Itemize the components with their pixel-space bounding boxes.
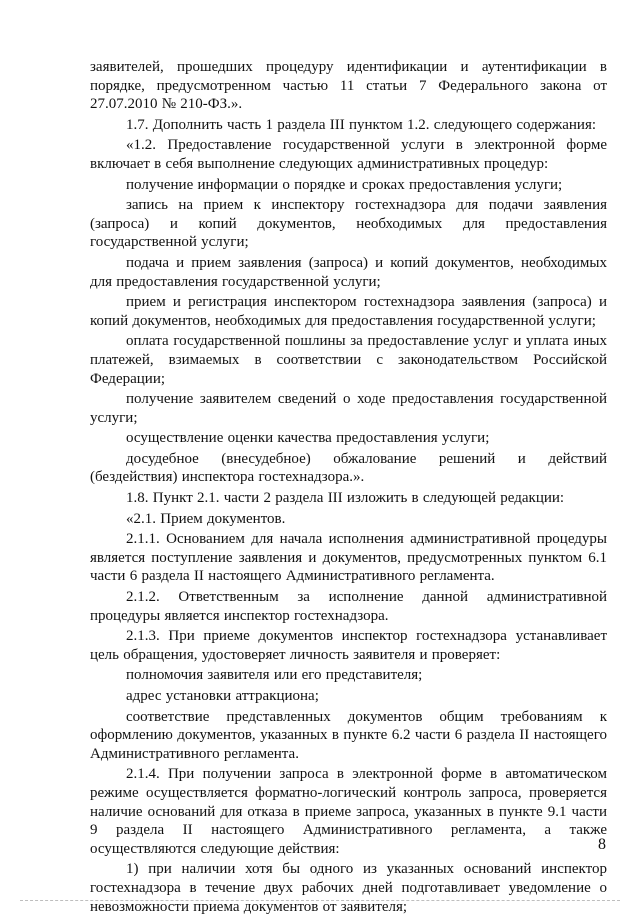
paragraph: подача и прием заявления (запроса) и копий документов, необходимых для предоставления государственной услуги; — [90, 254, 607, 290]
paragraph: соответствие представленных документов общим требованиям к оформлению документов, указанных в пункте 6.2 части 6 раздела II настоящего Административного регламента. — [90, 708, 607, 762]
paragraph: осуществление оценки качества предоставления услуги; — [126, 430, 490, 447]
scan-edge-divider — [20, 900, 620, 902]
paragraph: 2.1.2. Ответственным за исполнение данной административной процедуры является инспектор гостехнадзора. — [90, 589, 607, 624]
paragraph: 2.1.3. При приеме документов инспектор гостехнадзора устанавливает цель обращения, удостоверяет личность заявителя и проверяет: — [90, 628, 607, 663]
paragraph: «2.1. Прием документов. — [126, 510, 286, 527]
paragraph: адрес установки аттракциона; — [126, 688, 319, 704]
paragraph: 2.1.4. При получении запроса в электронной форме в автоматическом режиме осуществляется форматно-логический контроль запроса, проверяется наличие оснований для отказа в приеме запроса, указанных в пункте 9.1 части 9 раздела II настоящего Административного регламента, а также осуществляются следующие действия: — [90, 766, 607, 857]
paragraph: 2.1.1. Основанием для начала исполнения административной процедуры является поступление заявления и документов, предусмотренных пунктом 6.1 части 6 раздела II настоящего Административного регламента. — [90, 531, 607, 585]
paragraph: заявителей, прошедших процедуру идентификации и аутентификации в порядке, предусмотренном частью 11 статьи 7 Федерального закона от 27.07.2010 № 210-ФЗ.». — [90, 59, 607, 113]
paragraph: 1) при наличии хотя бы одного из указанных оснований инспектор гостехнадзора в течение двух рабочих дней подготавливает уведомление о невозможности приема документов от заявителя; — [90, 861, 607, 915]
paragraph: прием и регистрация инспектором гостехнадзора заявления (запроса) и копий документов, необходимых для предоставления государственной услуги; — [90, 294, 607, 329]
paragraph: получение заявителем сведений о ходе предоставления государственной услуги; — [90, 391, 607, 426]
paragraph: запись на прием к инспектору гостехнадзора для подачи заявления (запроса) и копий документов, необходимых для предоставления государственной услуги; — [90, 197, 607, 251]
document-body — [90, 58, 607, 918]
paragraph: 1.7. Дополнить часть 1 раздела III пунктом 1.2. следующего содержания: — [126, 116, 597, 133]
page-number: 8 — [598, 836, 606, 853]
paragraph: получение информации о порядке и сроках предоставления услуги; — [126, 176, 563, 193]
paragraph: оплата государственной пошлины за предоставление услуг и уплата иных платежей, взимаемых в соответствии с законодательством Российской Федерации; — [90, 333, 607, 387]
paragraph: «1.2. Предоставление государственной услуги в электронной форме включает в себя выполнение следующих административных процедур: — [90, 137, 607, 172]
paragraph: полномочия заявителя или его представителя; — [126, 667, 423, 684]
paragraph: досудебное (внесудебное) обжалование решений и действий (бездействия) инспектора гостехнадзора.». — [90, 450, 607, 486]
paragraph: 1.8. Пункт 2.1. части 2 раздела III изложить в следующей редакции: — [126, 490, 565, 507]
